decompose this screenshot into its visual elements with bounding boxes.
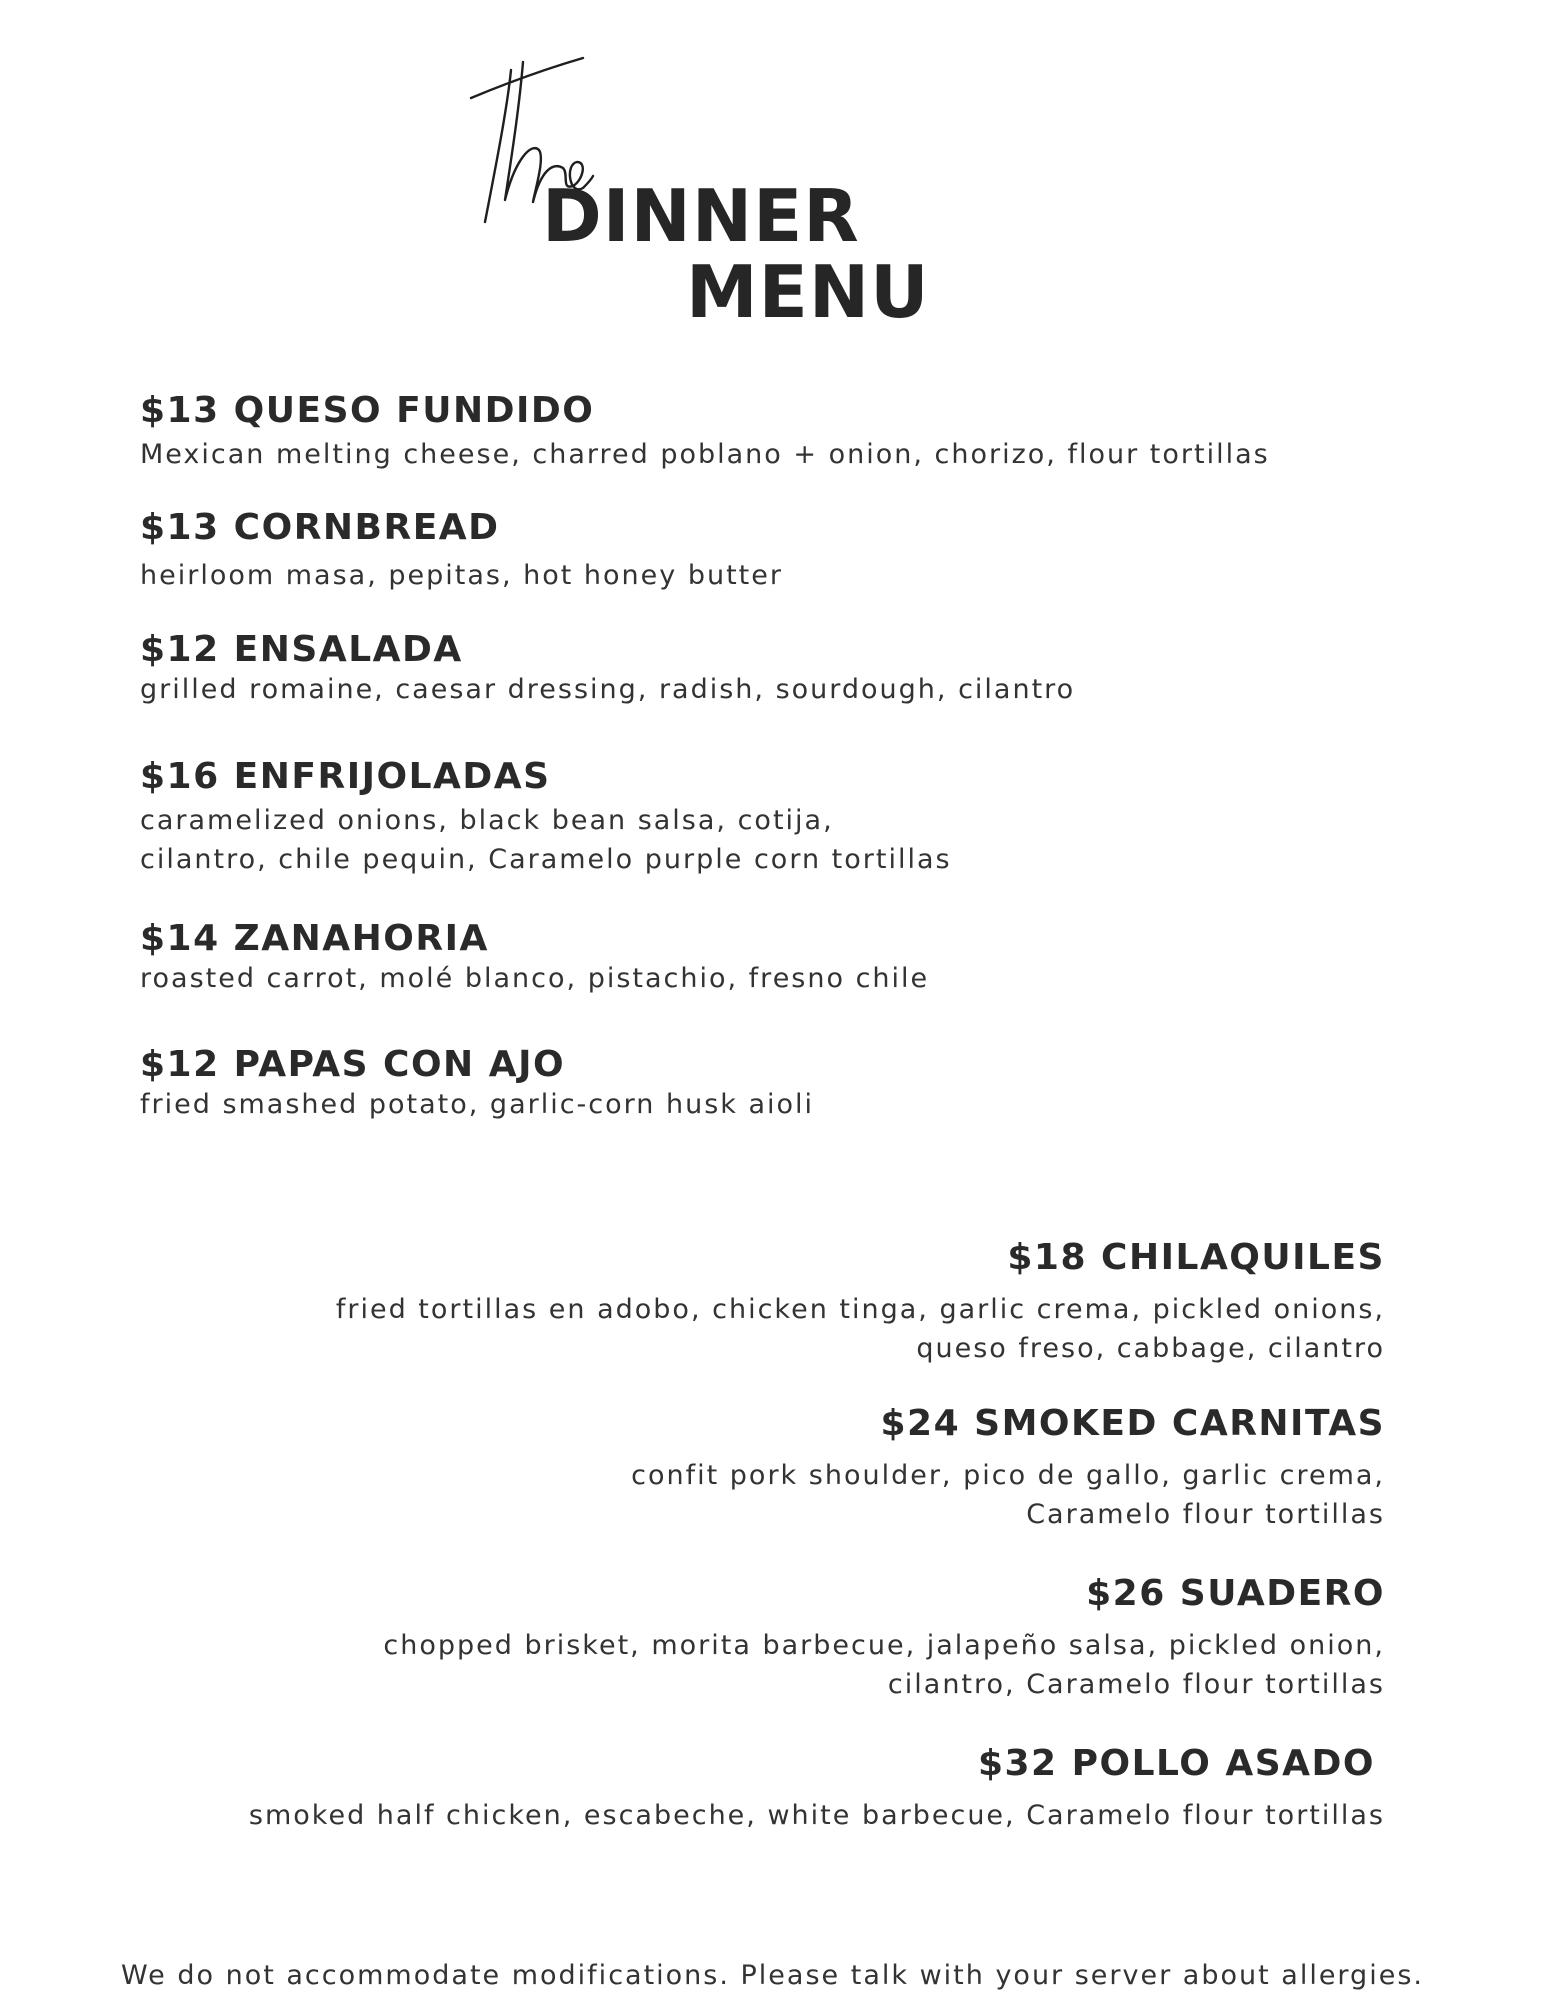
title-dinner: DINNER [542,174,860,258]
menu-item-title: $26 SUADERO [1086,1573,1385,1614]
menu-item-title: $16 ENFRIJOLADAS [140,756,551,797]
menu-item-title: $13 CORNBREAD [140,507,500,548]
menu-item-title: $24 SMOKED CARNITAS [880,1403,1385,1444]
menu-item-title: $12 PAPAS CON AJO [140,1044,566,1085]
menu-item-description: roasted carrot, molé blanco, pistachio, fresno chile [140,963,930,994]
menu-item-pollo-asado [248,1743,1385,1835]
menu-item-description: heirloom masa, pepitas, hot honey butter [140,560,783,591]
menu-item-title: $18 CHILAQUILES [1007,1237,1385,1278]
menu-item-title: $32 POLLO ASADO [977,1743,1375,1784]
menu-item-description: cilantro, Caramelo flour tortillas [887,1669,1385,1700]
menu-item-ensalada [140,629,1076,709]
menu-item-description: cilantro, chile pequin, Caramelo purple corn tortillas [140,844,952,875]
menu-item-suadero [383,1573,1385,1704]
menu-item-description: grilled romaine, caesar dressing, radish, sourdough, cilantro [140,674,1076,705]
menu-item-description: chopped brisket, morita barbecue, jalapeño salsa, pickled onion, [383,1630,1385,1661]
menu-item-smoked-carnitas [631,1403,1385,1534]
menu-item-description: confit pork shoulder, pico de gallo, garlic crema, [631,1460,1385,1491]
menu-item-description: fried tortillas en adobo, chicken tinga, garlic crema, pickled onions, [335,1294,1385,1325]
menu-item-zanahoria [140,918,930,998]
menu-item-description: caramelized onions, black bean salsa, cotija, [140,805,834,836]
menu-item-queso-fundido [140,390,1270,474]
menu-item-papas-con-ajo [140,1044,815,1124]
menu-item-description: Mexican melting cheese, charred poblano + onion, chorizo, flour tortillas [140,439,1270,470]
menu-item-description: fried smashed potato, garlic-corn husk aioli [140,1089,815,1120]
menu-header [0,0,1545,340]
menu-item-description: queso freso, cabbage, cilantro [916,1333,1385,1364]
menu-item-description: smoked half chicken, escabeche, white barbecue, Caramelo flour tortillas [248,1800,1385,1831]
menu-item-enfrijoladas [140,756,952,879]
menu-item-title: $14 ZANAHORIA [140,918,489,959]
menu-item-title: $12 ENSALADA [140,629,463,670]
menu-item-chilaquiles [335,1237,1385,1368]
title-menu: MENU [686,250,930,334]
menu-item-description: Caramelo flour tortillas [1026,1499,1385,1530]
menu-item-cornbread [140,507,783,595]
allergy-note: We do not accommodate modifications. Please talk with your server about allergies. [121,1960,1424,1991]
menu-item-title: $13 QUESO FUNDIDO [140,390,595,431]
